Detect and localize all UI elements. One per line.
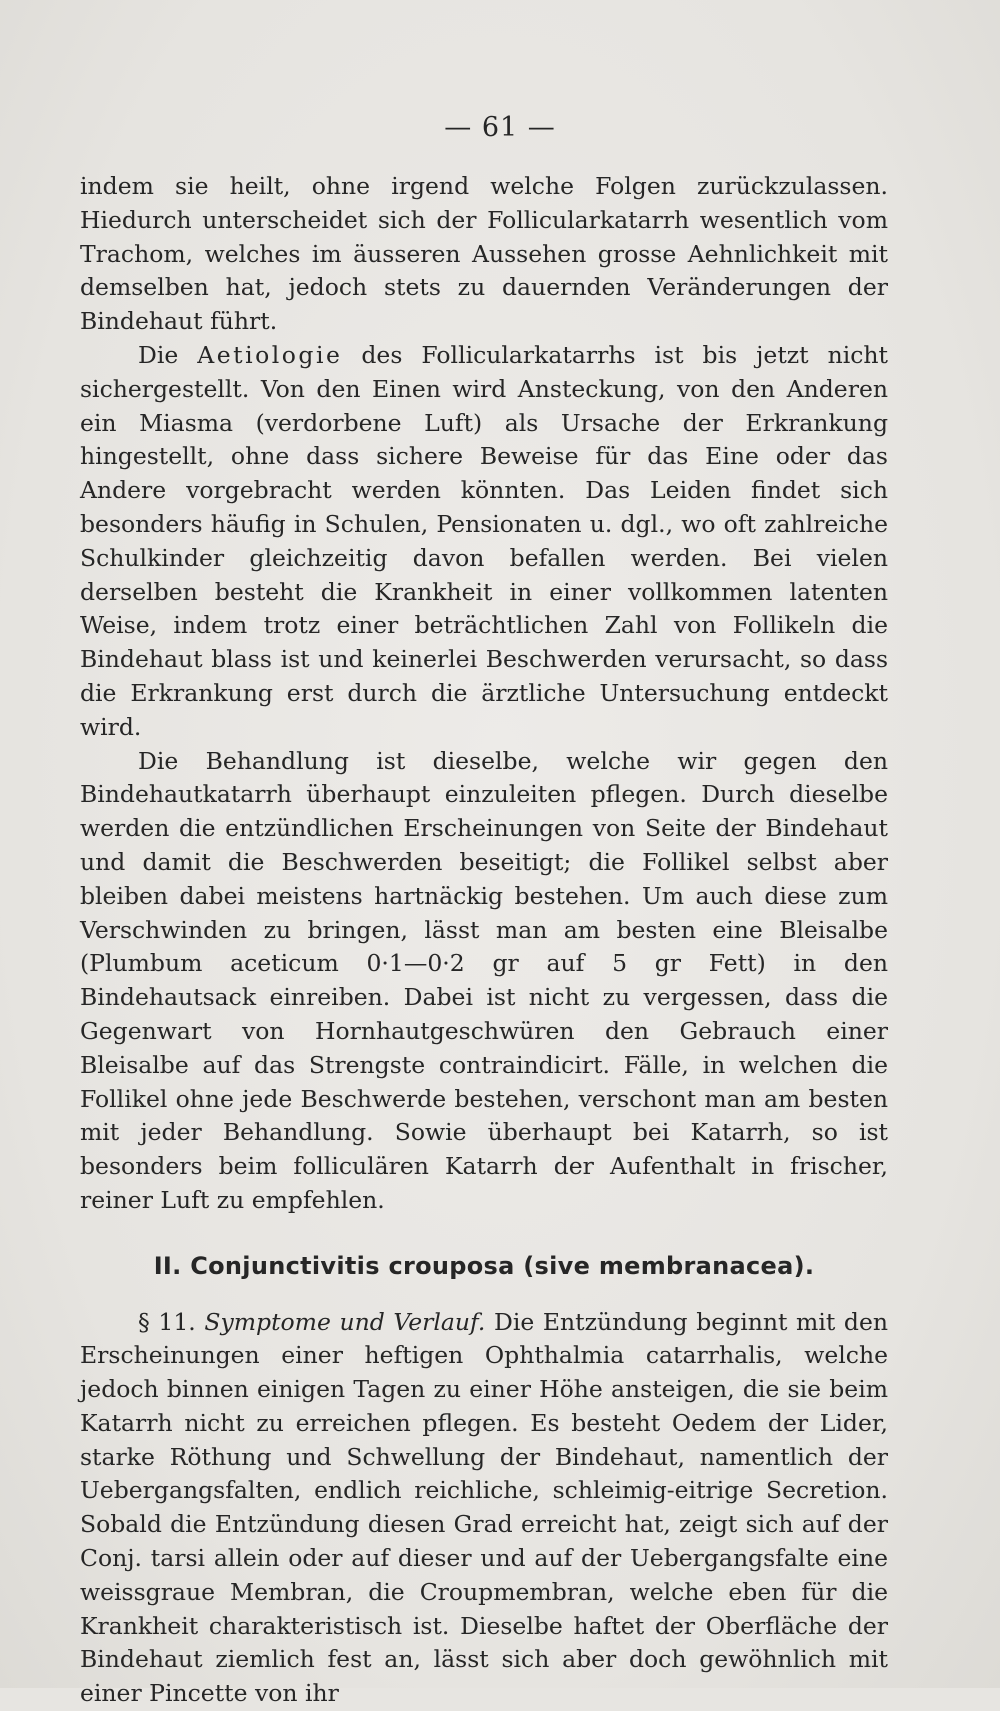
section-label: § 11.	[138, 1308, 196, 1336]
paragraph-body: des Follicularkatarrhs ist bis jetzt nicht sichergestellt. Von den Einen wird Ansteckung, von den Anderen ein Miasma (verdorbene Luft) als Ursache der Erkrankung hingestellt, ohne dass sichere Beweise für das Eine oder das Andere vorgebracht werden könnten. Das Leiden findet sich besonders häufig in Schulen, Pensionaten u. dgl., wo oft zahlreiche Schulkinder gleichzeitig davon befallen werden. Bei vielen derselben besteht die Krankheit in einer vollkommen latenten Weise, indem trotz einer beträchtlichen Zahl von Follikeln die Bindehaut blass ist und keinerlei Beschwerden verursacht, so dass die Erkrankung erst durch die ärztliche Untersuchung entdeckt wird.	[80, 341, 888, 741]
emphasized-term: Aetiologie	[197, 341, 342, 369]
page-text	[80, 170, 888, 1711]
paragraph-lead: Die	[138, 341, 197, 369]
section-title: Symptome und Verlauf.	[204, 1308, 485, 1336]
section-heading: II. Conjunctivitis crouposa (sive membranacea).	[80, 1250, 888, 1284]
paragraph-symptome	[80, 1306, 888, 1711]
section-body: Die Entzündung beginnt mit den Erscheinungen einer heftigen Ophthalmia catarrhalis, welche jedoch binnen einigen Tagen zu einer Höhe ansteigen, die sie beim Katarrh nicht zu erreichen pflegen. Es besteht Oedem der Lider, starke Röthung und Schwellung der Bindehaut, namentlich der Uebergangsfalten, endlich reichliche, schleimig-eitrige Secretion. Sobald die Entzündung diesen Grad erreicht hat, zeigt sich auf der Conj. tarsi allein oder auf dieser und auf der Uebergangsfalte eine weissgraue Membran, die Croupmembran, welche eben für die Krankheit charakteristisch ist. Dieselbe haftet der Oberfläche der Bindehaut ziemlich fest an, lässt sich aber doch gewöhnlich mit einer Pincette von ihr	[80, 1308, 888, 1708]
paragraph-aetiologie	[80, 339, 888, 745]
paragraph-continuation: indem sie heilt, ohne irgend welche Folgen zurückzulassen. Hiedurch unterscheidet sich der Follicularkatarrh wesentlich vom Trachom, welches im äusseren Aussehen grosse Aehnlichkeit mit demselben hat, jedoch stets zu dauernden Veränderungen der Bindehaut führt.	[80, 170, 888, 339]
paragraph-behandlung: Die Behandlung ist dieselbe, welche wir gegen den Bindehautkatarrh überhaupt einzuleiten pflegen. Durch dieselbe werden die entzündlichen Erscheinungen von Seite der Bindehaut und damit die Beschwerden beseitigt; die Follikel selbst aber bleiben dabei meistens hartnäckig bestehen. Um auch diese zum Verschwinden zu bringen, lässt man am besten eine Bleisalbe (Plumbum aceticum 0·1—0·2 gr auf 5 gr Fett) in den Bindehautsack einreiben. Dabei ist nicht zu vergessen, dass die Gegenwart von Hornhautgeschwüren den Gebrauch einer Bleisalbe auf das Strengste contraindicirt. Fälle, in welchen die Follikel ohne jede Beschwerde bestehen, verschont man am besten mit jeder Behandlung. Sowie überhaupt bei Katarrh, so ist besonders beim folliculären Katarrh der Aufenthalt in frischer, reiner Luft zu empfehlen.	[80, 745, 888, 1218]
page-number: — 61 —	[0, 112, 1000, 143]
